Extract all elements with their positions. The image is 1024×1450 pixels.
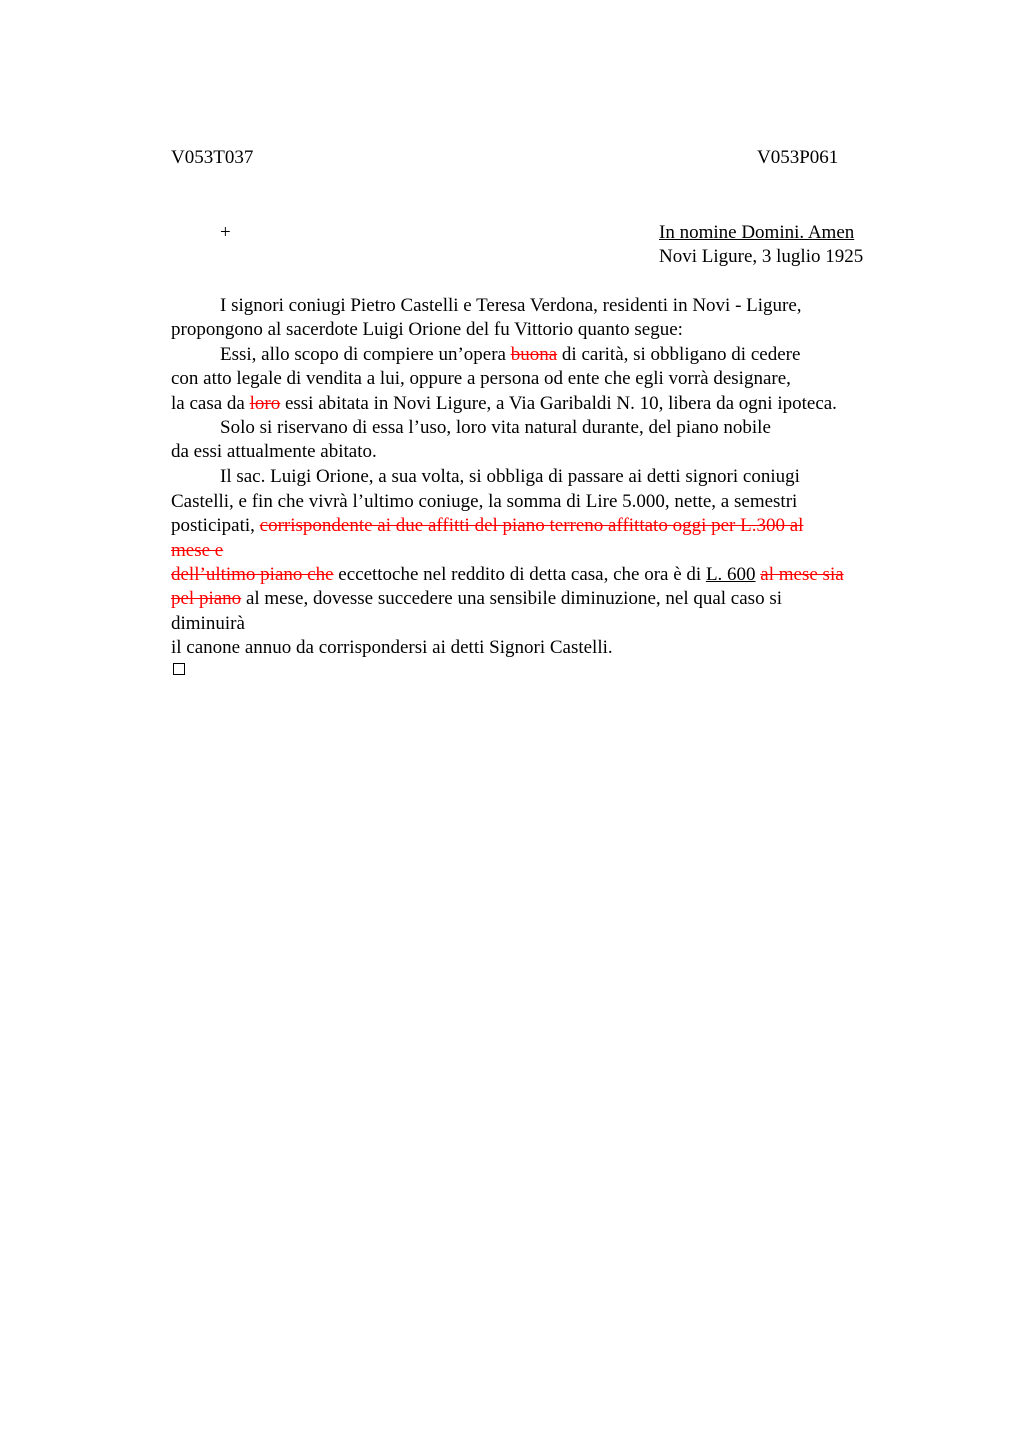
body-line: il canone annuo da corrispondersi ai detti Signori Castelli.	[171, 637, 613, 658]
body-line: Solo si riservano di essa l’uso, loro vita natural durante, del piano nobile	[220, 417, 771, 438]
body-line	[171, 587, 782, 611]
body-line: I signori coniugi Pietro Castelli e Teresa Verdona, residenti in Novi - Ligure,	[220, 295, 802, 316]
text-run: la casa da	[171, 393, 250, 414]
body-line	[171, 514, 803, 538]
cross-symbol: +	[220, 222, 231, 243]
text-run: Essi, allo scopo di compiere un’opera	[220, 344, 511, 365]
body-line: propongono al sacerdote Luigi Orione del fu Vittorio quanto segue:	[171, 319, 683, 340]
body-line: diminuirà	[171, 613, 245, 634]
end-box-icon	[173, 663, 185, 675]
body-line	[220, 343, 800, 367]
deleted-text: al mese sia	[760, 564, 844, 585]
text-run: al mese, dovesse succedere una sensibile diminuzione, nel qual caso si	[241, 588, 782, 609]
body-line: Il sac. Luigi Orione, a sua volta, si obbliga di passare ai detti signori coniugi	[220, 466, 800, 487]
body-line: con atto legale di vendita a lui, oppure a persona od ente che egli vorrà designare,	[171, 368, 791, 389]
deleted-text: pel piano	[171, 588, 242, 609]
deleted-text: loro	[249, 393, 281, 414]
deleted-text: dell’ultimo piano che	[171, 564, 334, 585]
body-line: Castelli, e fin che vivrà l’ultimo coniuge, la somma di Lire 5.000, nette, a semestri	[171, 491, 798, 512]
text-run: di carità, si obbligano di cedere	[557, 344, 801, 365]
document-code-right: V053P061	[757, 147, 839, 168]
deleted-text: buona	[510, 344, 558, 365]
body-line	[171, 563, 844, 587]
deleted-text: mese e	[171, 540, 224, 561]
body-line: da essi attualmente abitato.	[171, 441, 377, 462]
place-date: Novi Ligure, 3 luglio 1925	[659, 246, 864, 267]
underlined-amount: L. 600	[705, 564, 756, 585]
body-line	[171, 392, 837, 416]
document-code-left: V053T037	[171, 147, 254, 168]
text-run: eccettoche nel reddito di detta casa, che ora è di	[333, 564, 706, 585]
text-run: posticipati,	[171, 515, 260, 536]
deleted-text: corrispondente ai due affitti del piano terreno affittato oggi per L.300 al	[259, 515, 804, 536]
text-run: essi abitata in Novi Ligure, a Via Garibaldi N. 10, libera da ogni ipoteca.	[280, 393, 837, 414]
invocation-heading: In nomine Domini. Amen	[659, 222, 855, 243]
body-line	[171, 539, 223, 563]
